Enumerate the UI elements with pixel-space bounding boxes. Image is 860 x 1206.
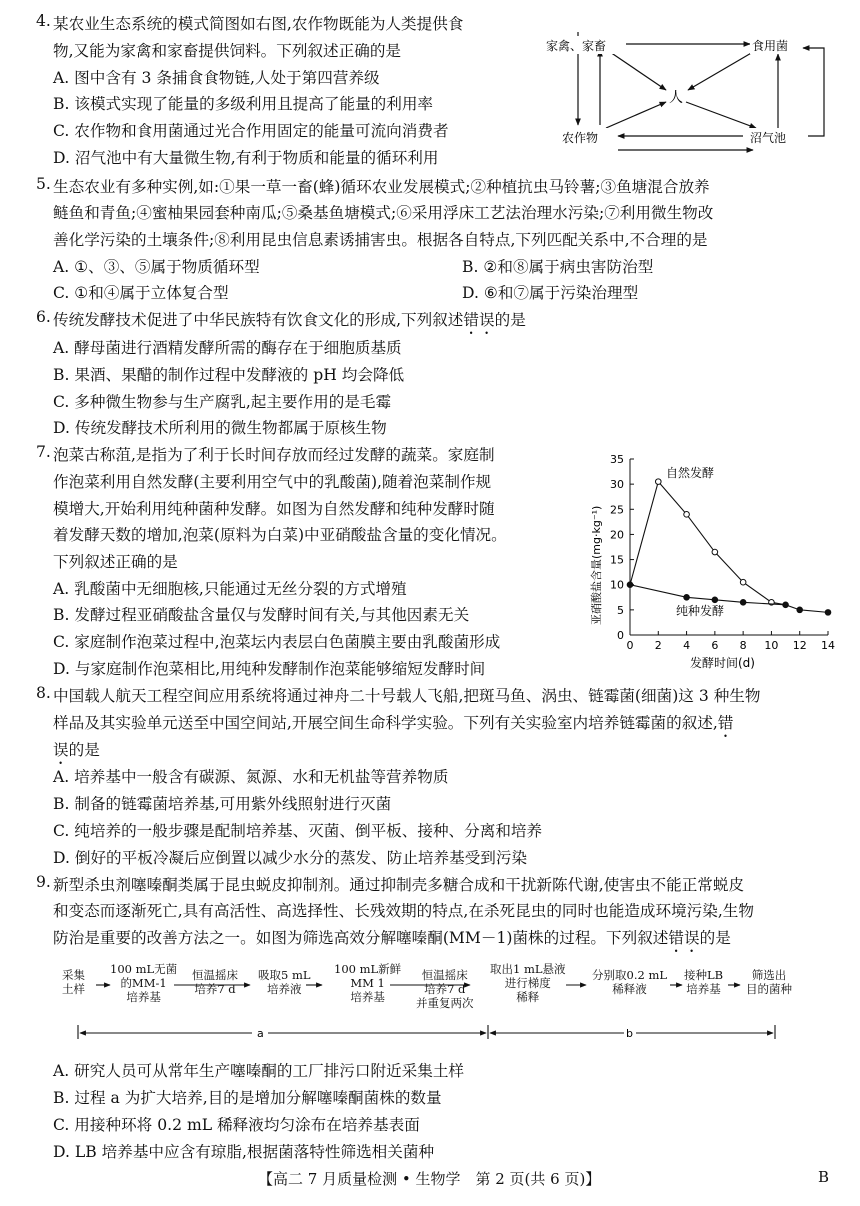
chart-x-axis-label: 发酵时间(d) <box>690 656 755 670</box>
q7-number: 7. <box>36 443 51 461</box>
node-human: 人 <box>669 90 683 106</box>
q7-option-b[interactable]: B. 发酵过程亚硝酸盐含量仅与发酵时间有关,与其他因素无关 <box>53 606 470 624</box>
q9-stem-line3-text: 防治是重要的改善方法之一。如图为筛选高效分解噻嗪酮(MM－1)菌株的过程。下列叙述 <box>53 929 669 947</box>
q9-stem-end: 的是 <box>699 929 731 947</box>
flow-step-fresh-medium <box>334 962 401 1004</box>
series-2-point <box>712 597 718 603</box>
version-letter: B <box>818 1168 830 1186</box>
x-tick-label: 6 <box>711 639 719 652</box>
q5-stem-line2: 鲢鱼和青鱼;④蜜柚果园套种南瓜;⑤桑基鱼塘模式;⑥采用浮床工艺法治理水污染;⑦利用微生物改 <box>53 204 714 222</box>
series-1-point <box>740 579 746 585</box>
y-tick-label: 35 <box>610 453 624 466</box>
series-2-point <box>627 582 633 588</box>
q6-option-c[interactable]: C. 多种微生物参与生产腐乳,起主要作用的是毛霉 <box>53 393 392 411</box>
flow-step-fresh-medium-text: 100 mL新鲜 MM 1 培养基 <box>334 962 402 1004</box>
y-tick-label: 10 <box>610 578 624 592</box>
q5-option-d[interactable]: D. ⑥和⑦属于污染治理型 <box>462 284 639 302</box>
q8-stem-line2 <box>53 711 733 741</box>
page-footer: 【高二 7 月质量检测 • 生物学 第 2 页(共 6 页)】 <box>258 1170 601 1188</box>
q8-option-b[interactable]: B. 制备的链霉菌培养基,可用紫外线照射进行灭菌 <box>53 795 392 813</box>
series-line-1 <box>630 482 786 605</box>
x-tick-label: 4 <box>683 639 691 652</box>
arrow-fungi-human <box>688 52 753 90</box>
flow-step-screen-strain <box>746 968 792 996</box>
series-2-point <box>740 600 746 606</box>
q5-number: 5. <box>36 175 51 193</box>
flow-step-dilution-text: 取出1 mL悬液 进行梯度 稀释 <box>490 962 566 1004</box>
q7-option-a[interactable]: A. 乳酸菌中无细胞核,只能通过无丝分裂的方式增殖 <box>53 580 407 598</box>
nitrite-line-chart <box>590 445 840 673</box>
q4-option-c[interactable]: C. 农作物和食用菌通过光合作用固定的能量可流向消费者 <box>53 122 449 140</box>
q9-option-a[interactable]: A. 研究人员可从常年生产噻嗪酮的工厂排污口附近采集土样 <box>53 1062 465 1080</box>
series-1-point <box>712 549 718 555</box>
q6-number: 6. <box>36 308 51 326</box>
flow-step-shaker-2-top: 恒温摇床 <box>421 968 468 982</box>
q7-option-d[interactable]: D. 与家庭制作泡菜相比,用纯种发酵制作泡菜能够缩短发酵时间 <box>53 660 486 678</box>
flow-label-a: a <box>257 1027 264 1040</box>
flow-step-shaker-1-bottom: 培养7 d <box>194 982 236 996</box>
chart-y-axis-label: 亚硝酸盐含量(mg·kg⁻¹) <box>590 505 603 625</box>
q4-stem-line2: 物,又能为家禽和家畜提供饲料。下列叙述正确的是 <box>53 42 402 60</box>
q7-stem-line1: 泡菜古称菹,是指为了利于长时间存放而经过发酵的蔬菜。家庭制 <box>53 446 495 464</box>
node-biogas: 沼气池 <box>750 131 787 145</box>
q5-stem-line1: 生态农业有多种实例,如:①果一草一畜(蜂)循环农业发展模式;②种植抗虫马铃薯;③鱼塘混合放养 <box>53 178 710 196</box>
q8-stem-line1: 中国载人航天工程空间应用系统将通过神舟二十号载人飞船,把斑马鱼、涡虫、链霉菌(细菌)这 3 种生物 <box>53 687 761 705</box>
q6-stem-end: 的是 <box>494 311 526 329</box>
q9-option-b[interactable]: B. 过程 a 为扩大培养,目的是增加分解噻嗪酮菌株的数量 <box>53 1089 442 1107</box>
q9-stem-line1: 新型杀虫剂噻嗪酮类属于昆虫蜕皮抑制剂。通过抑制壳多糖合成和干扰新陈代谢,使害虫不能正常蜕皮 <box>53 876 745 894</box>
flow-label-b: b <box>626 1027 633 1040</box>
y-tick-label: 5 <box>617 603 624 617</box>
q5-option-c[interactable]: C. ①和④属于立体复合型 <box>53 284 229 302</box>
q6-stem-emphasis: 错误 <box>463 311 495 329</box>
y-tick-label: 0 <box>617 629 624 642</box>
q8-stem-emphasis-2: 误 <box>53 741 69 759</box>
flow-step-shaker-2 <box>416 968 474 1010</box>
x-tick-label: 12 <box>792 639 807 652</box>
q4-option-b[interactable]: B. 该模式实现了能量的多级利用且提高了能量的利用率 <box>53 95 434 113</box>
legend-pure-fermentation: 纯种发酵 <box>676 604 725 618</box>
node-livestock: 家禽、家畜 <box>546 39 607 53</box>
q8-option-a[interactable]: A. 培养基中一般含有碳源、氮源、水和无机盐等营养物质 <box>53 768 449 786</box>
legend-natural-fermentation: 自然发酵 <box>666 466 715 480</box>
q8-option-c[interactable]: C. 纯培养的一般步骤是配制培养基、灭菌、倒平板、接种、分离和培养 <box>53 822 543 840</box>
q6-option-d[interactable]: D. 传统发酵技术所利用的微生物都属于原核生物 <box>53 419 387 437</box>
x-tick-label: 2 <box>654 639 662 652</box>
q5-option-a[interactable]: A. ①、③、⑤属于物质循环型 <box>53 258 260 276</box>
q6-stem <box>53 308 526 338</box>
q8-stem-emphasis-1: 错 <box>717 714 734 732</box>
q6-option-b[interactable]: B. 果酒、果醋的制作过程中发酵液的 pH 均会降低 <box>53 366 405 384</box>
q4-stem-line1: 某农业生态系统的模式简图如右图,农作物既能为人类提供食 <box>53 15 464 33</box>
flow-step-shaker-1-top: 恒温摇床 <box>192 968 238 982</box>
flow-step-screen-strain-text: 筛选出 目的菌种 <box>746 968 792 996</box>
x-tick-label: 10 <box>764 639 779 652</box>
series-2-point <box>783 602 789 608</box>
q7-stem-line3: 模增大,开始利用纯种菌种发酵。如图为自然发酵和纯种发酵时随 <box>53 500 495 518</box>
y-tick-label: 15 <box>610 553 624 567</box>
x-tick-label: 0 <box>626 639 634 652</box>
flow-step-dilution <box>490 962 566 1004</box>
q8-option-d[interactable]: D. 倒好的平板冷凝后应倒置以减少水分的蒸发、防止培养基受到污染 <box>53 849 528 867</box>
ecosystem-diagram <box>538 10 834 160</box>
q4-number: 4. <box>36 12 51 30</box>
flow-step-collect-soil <box>62 968 85 996</box>
flow-step-take-dilution <box>592 968 667 996</box>
series-2-point <box>825 610 831 616</box>
x-tick-label: 14 <box>821 639 835 652</box>
q9-option-d[interactable]: D. LB 培养基中应含有琼脂,根据菌落特性筛选相关菌种 <box>53 1143 435 1161</box>
q9-stem-emphasis: 错误 <box>668 929 700 947</box>
flow-step-pipette-culture <box>258 968 311 996</box>
flow-step-take-dilution-text: 分别取0.2 mL 稀释液 <box>592 968 667 996</box>
q8-stem-line3 <box>53 738 100 768</box>
q9-option-c[interactable]: C. 用接种环将 0.2 mL 稀释液均匀涂布在培养基表面 <box>53 1116 420 1134</box>
q8-stem-end: 的是 <box>68 741 100 759</box>
series-1-point <box>655 479 661 485</box>
flow-step-sterile-medium <box>110 962 177 1004</box>
q7-stem-line4: 着发酵天数的增加,泡菜(原料为白菜)中亚硝酸盐含量的变化情况。 <box>53 526 507 544</box>
flow-step-shaker-2-bottom: 培养7 d 并重复两次 <box>416 982 474 1010</box>
flow-step-inoculate-lb <box>684 968 723 996</box>
q9-number: 9. <box>36 873 51 891</box>
q7-stem-line5: 下列叙述正确的是 <box>53 553 178 571</box>
arrow-biogas-fungi-outer <box>803 48 824 136</box>
flow-step-pipette-culture-text: 吸取5 mL 培养液 <box>258 968 311 996</box>
y-tick-label: 25 <box>610 503 624 517</box>
q8-number: 8. <box>36 684 51 702</box>
node-fungi: 食用菌 <box>752 39 789 53</box>
arrow-human-biogas <box>686 102 756 128</box>
series-2-point <box>797 607 803 613</box>
series-1-point <box>684 512 690 518</box>
q6-option-a[interactable]: A. 酵母菌进行酒精发酵所需的酶存在于细胞质基质 <box>53 339 402 357</box>
q6-stem-text: 传统发酵技术促进了中华民族特有饮食文化的形成,下列叙述 <box>53 311 464 329</box>
node-crops: 农作物 <box>562 131 599 145</box>
q7-option-c[interactable]: C. 家庭制作泡菜过程中,泡菜坛内表层白色菌膜主要由乳酸菌形成 <box>53 633 501 651</box>
q5-option-b[interactable]: B. ②和⑧属于病虫害防治型 <box>462 258 654 276</box>
q8-stem-line2-text: 样品及其实验单元送至中国空间站,开展空间生命科学实验。下列有关实验室内培养链霉菌的叙述, <box>53 714 718 732</box>
x-tick-label: 8 <box>739 639 747 652</box>
arrow-crops-human <box>606 102 666 128</box>
q5-stem-line3: 善化学污染的土壤条件;⑧利用昆虫信息素诱捕害虫。根据各自特点,下列匹配关系中,不合理的是 <box>53 231 708 249</box>
q4-option-d[interactable]: D. 沼气池中有大量微生物,有利于物质和能量的循环利用 <box>53 149 439 167</box>
q9-stem-line3 <box>53 926 731 956</box>
y-tick-label: 30 <box>610 478 624 492</box>
flow-step-sterile-medium-text: 100 mL无菌 的MM-1 培养基 <box>110 962 178 1004</box>
y-tick-label: 20 <box>610 528 624 542</box>
q4-option-a[interactable]: A. 图中含有 3 条捕食食物链,人处于第四营养级 <box>53 69 380 87</box>
flow-step-collect-soil-text: 采集 土样 <box>62 968 85 996</box>
arrow-livestock-human <box>610 52 666 90</box>
q7-stem-line2: 作泡菜利用自然发酵(主要利用空气中的乳酸菌),随着泡菜制作规 <box>53 473 492 491</box>
series-2-point <box>684 594 690 600</box>
flow-step-inoculate-lb-text: 接种LB 培养基 <box>684 968 724 996</box>
flow-step-shaker-1 <box>192 968 238 996</box>
q9-stem-line2: 和变态而逐渐死亡,具有高活性、高选择性、长残效期的特点,在杀死昆虫的同时也能造成环境污染,生物 <box>53 902 754 920</box>
